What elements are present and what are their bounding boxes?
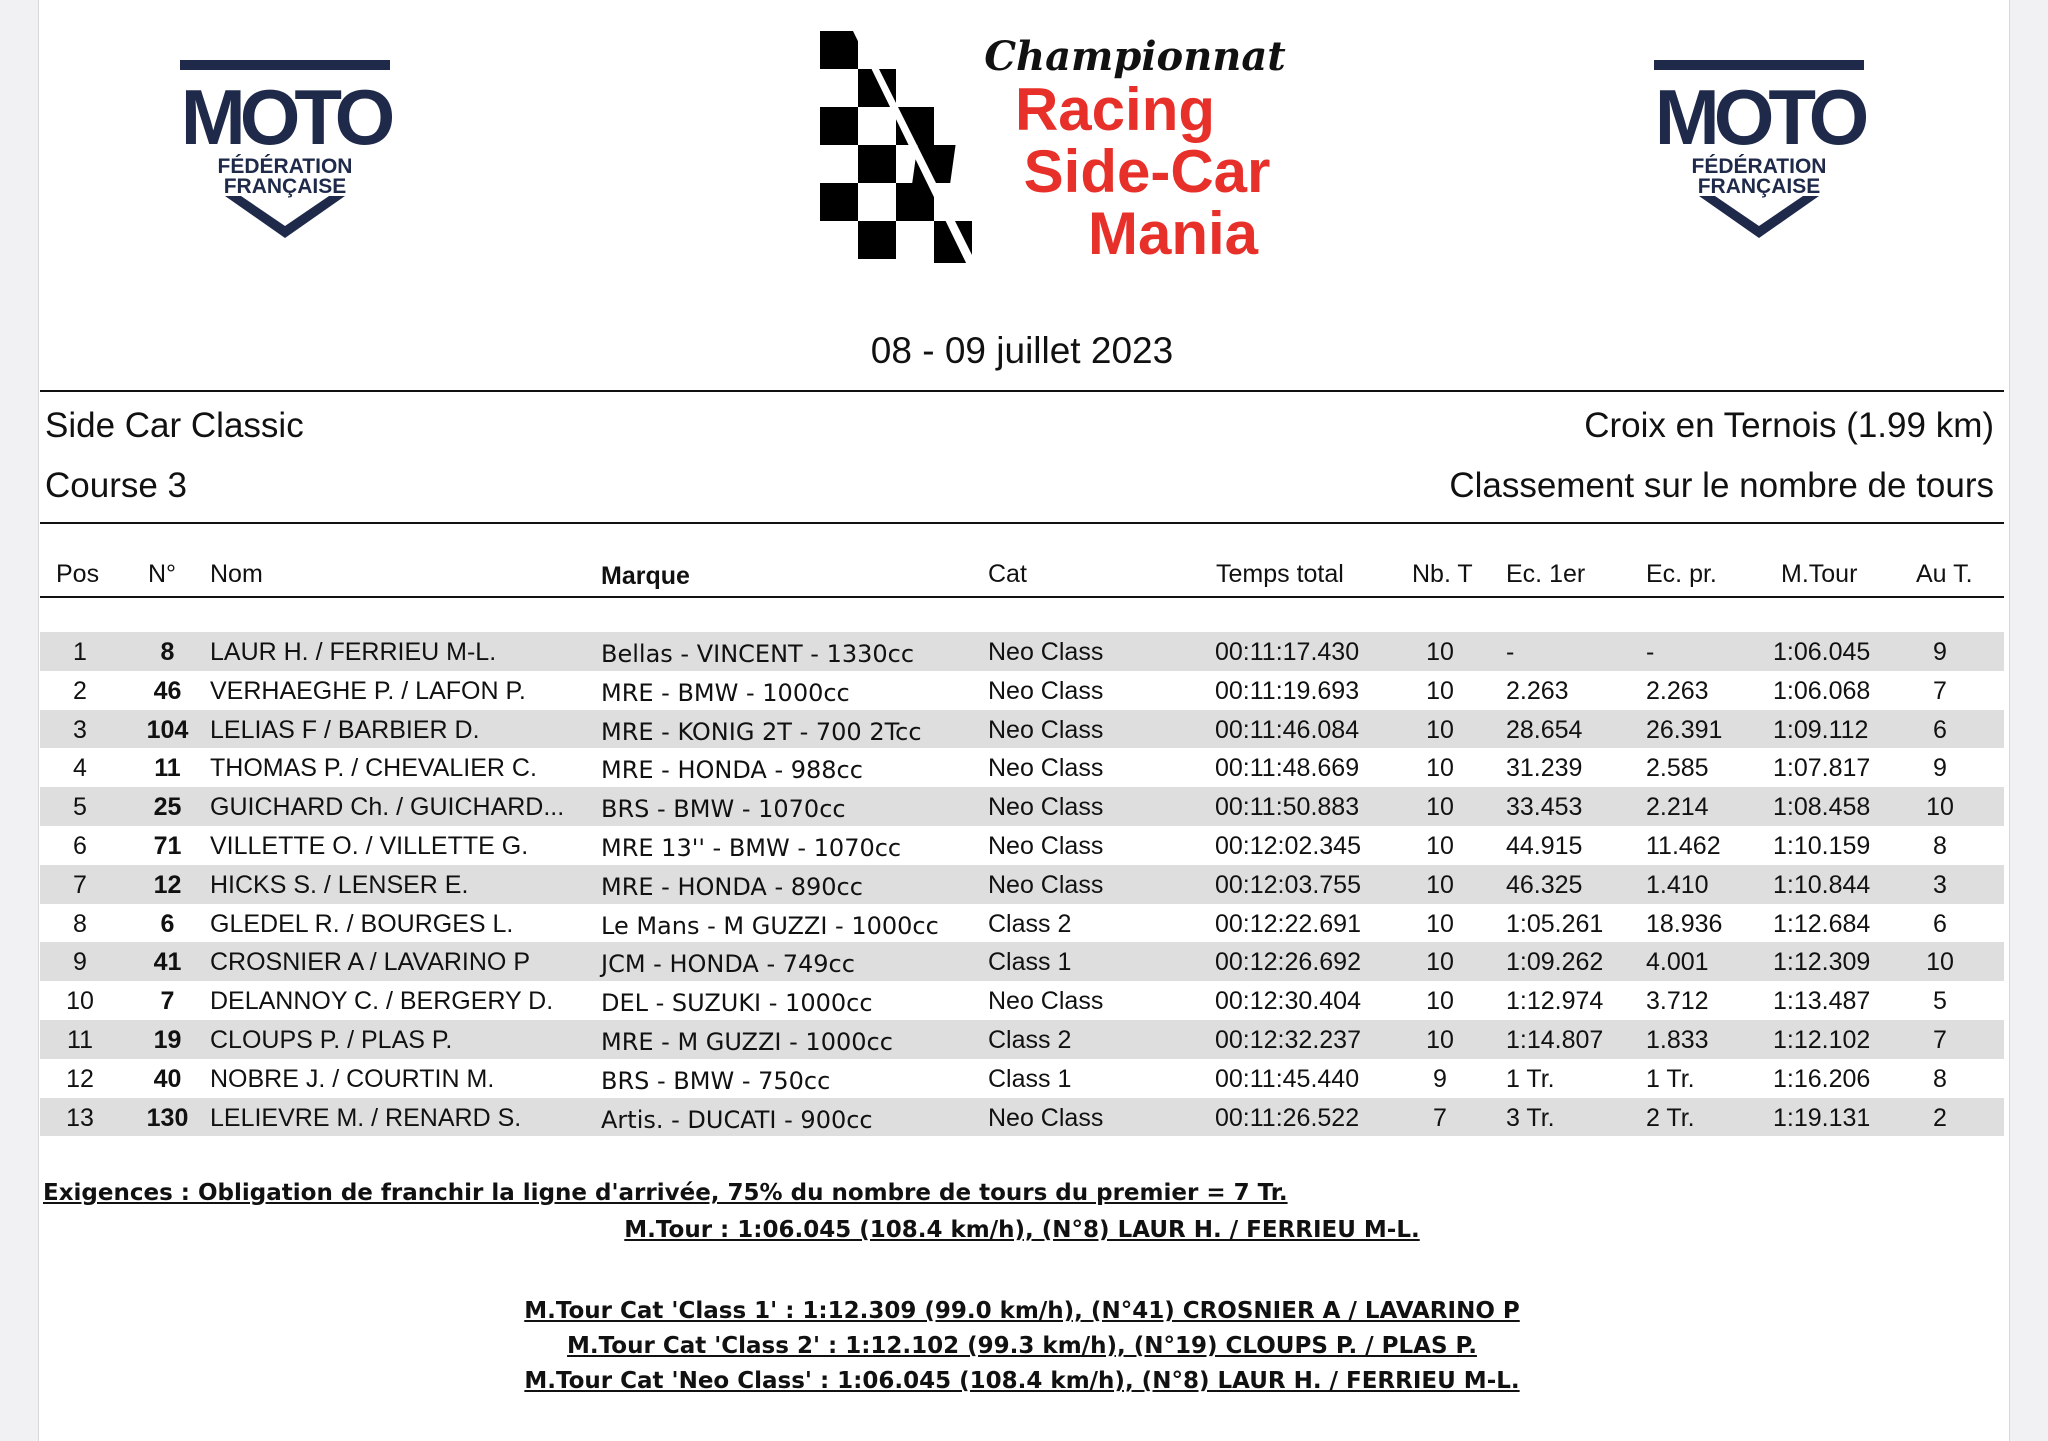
cell-marque: MRE - M GUZZI - 1000cc [601, 1027, 893, 1056]
cell-pos: 4 [73, 754, 87, 783]
cell-ecpr: 2.263 [1646, 676, 1709, 705]
cell-nbt: 10 [1426, 715, 1454, 744]
cell-no: 130 [146, 1103, 189, 1132]
circuit-name: Croix en Ternois (1.99 km) [1584, 406, 1994, 445]
cell-cat: Class 2 [988, 909, 1072, 938]
cell-marque: DEL - SUZUKI - 1000cc [601, 989, 873, 1018]
cell-ecpr: 1.833 [1646, 1025, 1709, 1054]
cell-aut: 9 [1933, 638, 1947, 666]
cell-nom: CLOUPS P. / PLAS P. [210, 1025, 453, 1054]
cell-pos: 5 [73, 793, 87, 822]
results-table-body [40, 632, 2004, 1136]
requirements-note: Exigences : Obligation de franchir la ligne d'arrivée, 75% du nombre de tours du premier = 7 Tr. [43, 1180, 1288, 1206]
cell-ecpr: 1.410 [1646, 870, 1709, 899]
cell-aut: 10 [1926, 793, 1954, 822]
cell-mtour: 1:12.309 [1773, 948, 1871, 977]
results-table-header [40, 556, 2004, 596]
ffm-logo-word: MOTO [180, 73, 390, 161]
header-nom: Nom [210, 560, 263, 588]
cell-temps: 00:11:48.669 [1215, 754, 1360, 783]
cell-mtour: 1:10.159 [1773, 831, 1871, 860]
cell-aut: 6 [1933, 909, 1947, 938]
best-lap-note: M.Tour : 1:06.045 (108.4 km/h), (N°8) LAUR H. / FERRIEU M-L. [624, 1217, 1420, 1243]
cell-pos: 11 [67, 1025, 93, 1054]
header-rule-bottom [40, 522, 2004, 524]
cell-nom: DELANNOY C. / BERGERY D. [210, 987, 554, 1016]
header-pos: Pos [56, 560, 100, 588]
cell-ecpr: 2.585 [1646, 754, 1709, 783]
cell-nbt: 10 [1426, 793, 1454, 822]
cell-marque: Le Mans - M GUZZI - 1000cc [601, 911, 939, 940]
table-row [40, 1020, 2004, 1059]
cell-cat: Class 1 [988, 948, 1072, 977]
cell-pos: 1 [73, 638, 87, 666]
cell-cat: Neo Class [988, 1103, 1104, 1132]
header-ecpr: Ec. pr. [1646, 560, 1717, 588]
cell-ecpr: 4.001 [1646, 948, 1709, 977]
ffm-logo-right [1629, 56, 1889, 246]
cell-nbt: 10 [1426, 638, 1454, 666]
cell-nom: GUICHARD Ch. / GUICHARD... [210, 793, 565, 822]
cell-mtour: 1:10.844 [1773, 870, 1871, 899]
header-cat: Cat [988, 560, 1027, 588]
cell-temps: 00:11:46.084 [1215, 715, 1360, 744]
cell-nbt: 10 [1426, 831, 1454, 860]
cell-pos: 13 [66, 1103, 94, 1132]
cell-cat: Neo Class [988, 831, 1104, 860]
table-row [40, 942, 2004, 981]
cell-ec1: 44.915 [1506, 831, 1583, 860]
cell-pos: 12 [66, 1064, 94, 1093]
table-row [40, 671, 2004, 710]
cell-marque: MRE 13'' - BMW - 1070cc [601, 833, 902, 862]
cell-ecpr: 2.214 [1646, 793, 1709, 822]
header-marque: Marque [601, 562, 690, 590]
cell-ecpr: 1 Tr. [1646, 1064, 1695, 1093]
cell-marque: MRE - BMW - 1000cc [601, 678, 850, 707]
header-temps: Temps total [1216, 560, 1344, 588]
cell-temps: 00:11:26.522 [1215, 1103, 1360, 1132]
ffm-logo-left [155, 56, 415, 246]
table-row [40, 1098, 2004, 1137]
course-title: Course 3 [45, 466, 188, 505]
cell-nbt: 7 [1433, 1103, 1447, 1132]
cell-ecpr: 11.462 [1646, 831, 1721, 860]
cell-ec1: 1 Tr. [1506, 1064, 1555, 1093]
cell-cat: Class 1 [988, 1064, 1072, 1093]
cell-nom: NOBRE J. / COURTIN M. [210, 1064, 495, 1093]
table-row [40, 826, 2004, 865]
championship-logo-line3: Side-Car [1023, 138, 1271, 205]
cell-pos: 6 [73, 831, 87, 860]
cell-no: 6 [160, 909, 175, 938]
cell-marque: BRS - BMW - 750cc [601, 1066, 831, 1095]
header-no: N° [148, 560, 177, 588]
header-rule-top [40, 390, 2004, 392]
cell-cat: Neo Class [988, 870, 1104, 899]
cell-pos: 8 [73, 909, 87, 938]
header-mtour: M.Tour [1781, 560, 1858, 588]
championship-logo [775, 28, 1335, 278]
cell-marque: MRE - HONDA - 890cc [601, 872, 863, 901]
cell-no: 40 [153, 1064, 182, 1093]
cell-ec1: 1:09.262 [1506, 948, 1604, 977]
cell-ecpr: 2 Tr. [1646, 1103, 1695, 1132]
cell-temps: 00:12:26.692 [1215, 948, 1361, 977]
cell-marque: MRE - HONDA - 988cc [601, 756, 863, 785]
cell-mtour: 1:07.817 [1773, 754, 1871, 783]
championship-logo-line2: Racing [1014, 76, 1216, 143]
cell-ec1: 46.325 [1506, 870, 1583, 899]
best-lap-neo-note: M.Tour Cat 'Neo Class' : 1:06.045 (108.4 km/h), (N°8) LAUR H. / FERRIEU M-L. [524, 1368, 1520, 1394]
cell-ecpr: 26.391 [1646, 715, 1723, 744]
cell-aut: 10 [1926, 948, 1954, 977]
cell-no: 104 [146, 715, 189, 744]
cell-aut: 3 [1933, 870, 1947, 899]
cell-no: 11 [154, 754, 181, 783]
cell-mtour: 1:12.684 [1773, 909, 1871, 938]
right-margin-strip [2009, 0, 2048, 1441]
cell-no: 46 [153, 676, 182, 705]
cell-nbt: 10 [1426, 870, 1454, 899]
cell-temps: 00:11:19.693 [1215, 676, 1360, 705]
cell-mtour: 1:16.206 [1773, 1064, 1871, 1093]
cell-marque: Bellas - VINCENT - 1330cc [601, 640, 915, 668]
cell-ecpr: 18.936 [1646, 909, 1723, 938]
table-header-rule [40, 596, 2004, 598]
cell-ec1: 33.453 [1506, 793, 1583, 822]
cell-temps: 00:11:17.430 [1215, 638, 1360, 666]
cell-mtour: 1:06.045 [1773, 638, 1871, 666]
header-nbt: Nb. T [1412, 560, 1473, 588]
cell-mtour: 1:08.458 [1773, 793, 1871, 822]
cell-nom: HICKS S. / LENSER E. [210, 870, 469, 899]
cell-aut: 7 [1933, 676, 1947, 705]
cell-temps: 00:12:30.404 [1215, 987, 1361, 1016]
table-row [40, 981, 2004, 1020]
cell-mtour: 1:19.131 [1773, 1103, 1871, 1132]
cell-marque: MRE - KONIG 2T - 700 2Tcc [601, 717, 922, 746]
cell-nbt: 9 [1433, 1064, 1447, 1093]
cell-nom: THOMAS P. / CHEVALIER C. [210, 754, 537, 783]
cell-no: 19 [153, 1025, 182, 1054]
cell-ecpr: - [1646, 638, 1655, 666]
ffm-logo-line1: FÉDÉRATION [217, 155, 353, 178]
checkered-flag-icon [820, 31, 980, 271]
results-page [40, 0, 2004, 1441]
header-ec1: Ec. 1er [1506, 560, 1586, 588]
cell-nbt: 10 [1426, 676, 1454, 705]
table-row [40, 710, 2004, 749]
cell-ec1: 1:14.807 [1506, 1025, 1604, 1054]
cell-mtour: 1:12.102 [1773, 1025, 1871, 1054]
cell-nom: VILLETTE O. / VILLETTE G. [210, 831, 529, 860]
cell-cat: Neo Class [988, 793, 1104, 822]
championship-logo-line1: Championnat [984, 33, 1286, 80]
cell-marque: BRS - BMW - 1070cc [601, 795, 846, 824]
cell-nom: GLEDEL R. / BOURGES L. [210, 909, 514, 938]
cell-nom: LELIEVRE M. / RENARD S. [210, 1103, 522, 1132]
cell-no: 71 [153, 831, 182, 860]
header-aut: Au T. [1916, 560, 1973, 588]
cell-cat: Neo Class [988, 754, 1104, 783]
cell-ec1: 1:05.261 [1506, 909, 1604, 938]
cell-aut: 8 [1933, 831, 1947, 860]
cell-mtour: 1:09.112 [1773, 715, 1869, 744]
cell-aut: 7 [1933, 1025, 1947, 1054]
cell-temps: 00:12:32.237 [1215, 1025, 1361, 1054]
cell-ec1: 3 Tr. [1506, 1103, 1555, 1132]
ffm-logo-line1: FÉDÉRATION [1691, 155, 1827, 178]
cell-nbt: 10 [1426, 948, 1454, 977]
cell-cat: Neo Class [988, 676, 1104, 705]
cell-no: 12 [153, 870, 182, 899]
best-lap-class1-note: M.Tour Cat 'Class 1' : 1:12.309 (99.0 km/h), (N°41) CROSNIER A / LAVARINO P [524, 1298, 1520, 1324]
cell-mtour: 1:06.068 [1773, 676, 1871, 705]
cell-ec1: - [1506, 638, 1515, 666]
best-lap-class2-note: M.Tour Cat 'Class 2' : 1:12.102 (99.3 km/h), (N°19) CLOUPS P. / PLAS P. [567, 1333, 1477, 1359]
cell-aut: 6 [1933, 715, 1947, 744]
cell-no: 41 [153, 948, 182, 977]
ranking-type: Classement sur le nombre de tours [1449, 466, 1994, 505]
cell-cat: Neo Class [988, 987, 1104, 1016]
cell-ecpr: 3.712 [1646, 987, 1709, 1016]
cell-temps: 00:11:45.440 [1215, 1064, 1360, 1093]
cell-no: 8 [160, 638, 175, 666]
cell-temps: 00:11:50.883 [1215, 793, 1360, 822]
cell-cat: Class 2 [988, 1025, 1072, 1054]
cell-nbt: 10 [1426, 754, 1454, 783]
ffm-logo-word: MOTO [1654, 73, 1864, 161]
cell-marque: JCM - HONDA - 749cc [601, 950, 855, 979]
cell-marque: Artis. - DUCATI - 900cc [601, 1105, 873, 1134]
cell-no: 7 [160, 987, 175, 1016]
cell-pos: 2 [73, 676, 87, 705]
cell-aut: 9 [1933, 754, 1947, 783]
table-row [40, 748, 2004, 787]
cell-pos: 10 [66, 987, 94, 1016]
cell-nbt: 10 [1426, 1025, 1454, 1054]
table-row [40, 1059, 2004, 1098]
cell-aut: 5 [1933, 987, 1947, 1016]
cell-cat: Neo Class [988, 715, 1104, 744]
cell-nbt: 10 [1426, 987, 1454, 1016]
cell-aut: 8 [1933, 1064, 1947, 1093]
ffm-logo-line2: FRANÇAISE [1697, 175, 1821, 198]
cell-temps: 00:12:03.755 [1215, 870, 1361, 899]
cell-pos: 9 [73, 948, 87, 977]
cell-nom: LELIAS F / BARBIER D. [210, 715, 480, 744]
cell-nom: CROSNIER A / LAVARINO P [210, 948, 530, 977]
cell-pos: 3 [73, 715, 87, 744]
cell-pos: 7 [73, 870, 87, 899]
cell-ec1: 2.263 [1506, 676, 1569, 705]
table-row [40, 787, 2004, 826]
cell-ec1: 1:12.974 [1506, 987, 1604, 1016]
event-date: 08 - 09 juillet 2023 [870, 330, 1174, 371]
cell-cat: Neo Class [988, 638, 1104, 666]
cell-nbt: 10 [1426, 909, 1454, 938]
category-title: Side Car Classic [45, 406, 304, 445]
cell-nom: VERHAEGHE P. / LAFON P. [210, 676, 526, 705]
cell-nom: LAUR H. / FERRIEU M-L. [210, 638, 497, 666]
table-row [40, 632, 2004, 671]
cell-no: 25 [153, 793, 182, 822]
championship-logo-line4: Mania [1087, 200, 1259, 267]
cell-mtour: 1:13.487 [1773, 987, 1871, 1016]
cell-aut: 2 [1933, 1103, 1947, 1132]
table-row [40, 904, 2004, 943]
ffm-logo-line2: FRANÇAISE [223, 175, 347, 198]
cell-temps: 00:12:02.345 [1215, 831, 1361, 860]
table-row [40, 865, 2004, 904]
cell-ec1: 28.654 [1506, 715, 1583, 744]
cell-ec1: 31.239 [1506, 754, 1583, 783]
cell-temps: 00:12:22.691 [1215, 909, 1361, 938]
left-margin-strip [0, 0, 39, 1441]
